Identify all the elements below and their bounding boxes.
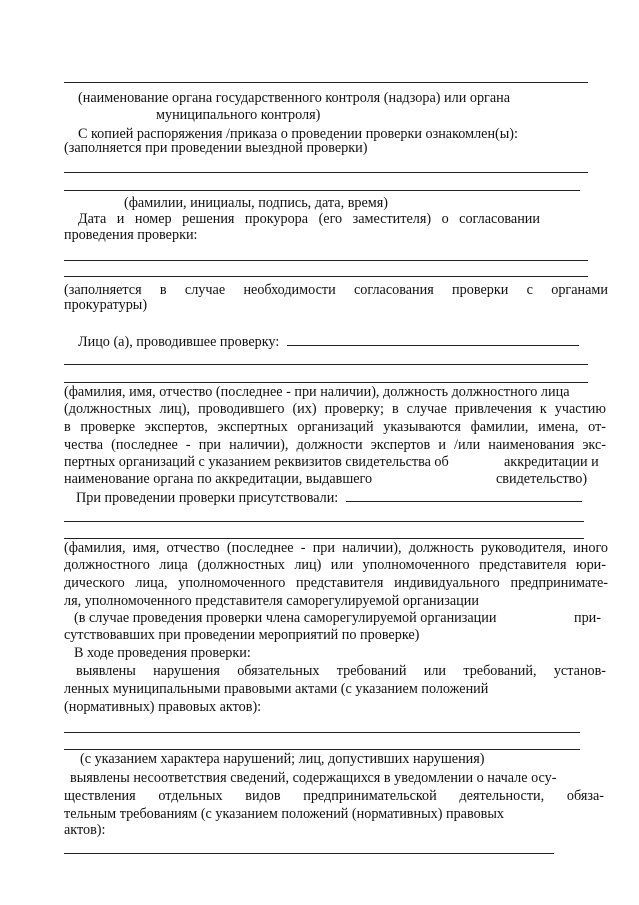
prosecutor-note-line-1: (заполняется в случае необходимости согласования проверки с органами <box>64 282 608 298</box>
inspector-caption-line-5b: аккредитации и <box>504 454 599 470</box>
present-row <box>76 489 582 507</box>
prosecutor-line-1[interactable] <box>64 260 588 261</box>
mismatch-line-3: тельным требованиям (с указанием положений (нормативных) правовых <box>64 806 505 822</box>
present-caption-line-1: (фамилия, имя, отчество (последнее - при наличии), должность руководителя, иного <box>64 540 608 556</box>
prosecutor-text-line-2: проведения проверки: <box>64 227 198 243</box>
violations-line-2: ленных муниципальными правовыми актами (с указанием положений <box>64 681 489 697</box>
inspector-line-3[interactable] <box>64 382 588 383</box>
prosecutor-note-line-2: прокуратуры) <box>64 297 148 313</box>
violations-line-3: (нормативных) правовых актов): <box>64 699 262 715</box>
present-caption-line-5a: (в случае проведения проверки члена саморегулируемой организации <box>74 610 497 626</box>
violations-line-b[interactable] <box>64 749 580 750</box>
inspector-input-line[interactable] <box>287 333 579 346</box>
present-label: При проведении проверки присутствовали: <box>76 490 339 506</box>
present-line-3[interactable] <box>64 538 584 539</box>
violations-caption: (с указанием характера нарушений; лиц, допустивших нарушения) <box>80 751 485 767</box>
inspector-caption-line-5a: пертных организаций с указанием реквизитов свидетельства об <box>64 454 449 470</box>
inspector-caption-line-6b: свидетельство) <box>496 471 588 487</box>
prosecutor-text-line-1: Дата и номер решения прокурора (его заместителя) о согласовании <box>78 211 540 227</box>
inspector-caption-line-2: (должностных лиц), проводившего (их) проверку; в случае привлечения к участию <box>64 401 606 417</box>
inspector-caption-line-4: чества (последнее - при наличии), должности экспертов и /или наименования экс- <box>64 437 606 453</box>
present-caption-line-4: ля, уполномоченного представителя саморегулируемой организации <box>64 593 479 609</box>
violations-line-1: выявлены нарушения обязательных требований или требований, установ- <box>76 663 606 679</box>
authority-caption-line-2: муниципального контроля) <box>156 107 321 123</box>
mismatch-line-a[interactable] <box>64 853 554 854</box>
order-copy-text: С копией распоряжения /приказа о проведении проверки ознакомлен(ы): <box>78 126 518 142</box>
present-caption-line-6: сутствовавших при проведении мероприятий по проверке) <box>64 627 420 643</box>
prosecutor-line-2[interactable] <box>64 276 588 277</box>
inspector-row <box>78 333 579 351</box>
during-inspection-label: В ходе проведения проверки: <box>74 645 251 661</box>
inspector-caption-line-3: в проверке экспертов, экспертных организаций указываются фамилии, имена, от- <box>64 419 606 435</box>
present-input-line[interactable] <box>346 489 582 502</box>
present-caption-line-2: должностного лица (должностных лиц) или уполномоченного представителя юри- <box>64 557 606 573</box>
inspector-line-2[interactable] <box>64 364 588 365</box>
mismatch-line-4: актов): <box>64 822 106 838</box>
inspector-caption-line-1: (фамилия, имя, отчество (последнее - при наличии), должность должностного лица <box>64 384 570 400</box>
inspector-caption-line-6a: наименование органа по аккредитации, выдавшего <box>64 471 373 487</box>
mismatch-line-2: ществления отдельных видов предпринимательской деятельности, обяза- <box>64 788 604 804</box>
inspector-label: Лицо (а), проводившее проверку: <box>78 334 280 350</box>
order-copy-line-2[interactable] <box>64 190 580 191</box>
mismatch-line-1: выявлены несоответствия сведений, содержащихся в уведомлении о начале осу- <box>70 770 557 786</box>
order-copy-line-1[interactable] <box>64 172 588 173</box>
signature-caption: (фамилии, инициалы, подпись, дата, время) <box>124 195 389 211</box>
order-copy-note: (заполняется при проведении выездной проверки) <box>64 140 368 156</box>
authority-caption-line-1: (наименование органа государственного контроля (надзора) или органа <box>78 90 511 106</box>
authority-line[interactable] <box>64 82 588 83</box>
violations-line-a[interactable] <box>64 732 580 733</box>
present-line-2[interactable] <box>64 521 584 522</box>
present-caption-line-3: дического лица, уполномоченного представителя индивидуального предпринимате- <box>64 575 608 591</box>
present-caption-line-5b: при- <box>574 610 602 626</box>
